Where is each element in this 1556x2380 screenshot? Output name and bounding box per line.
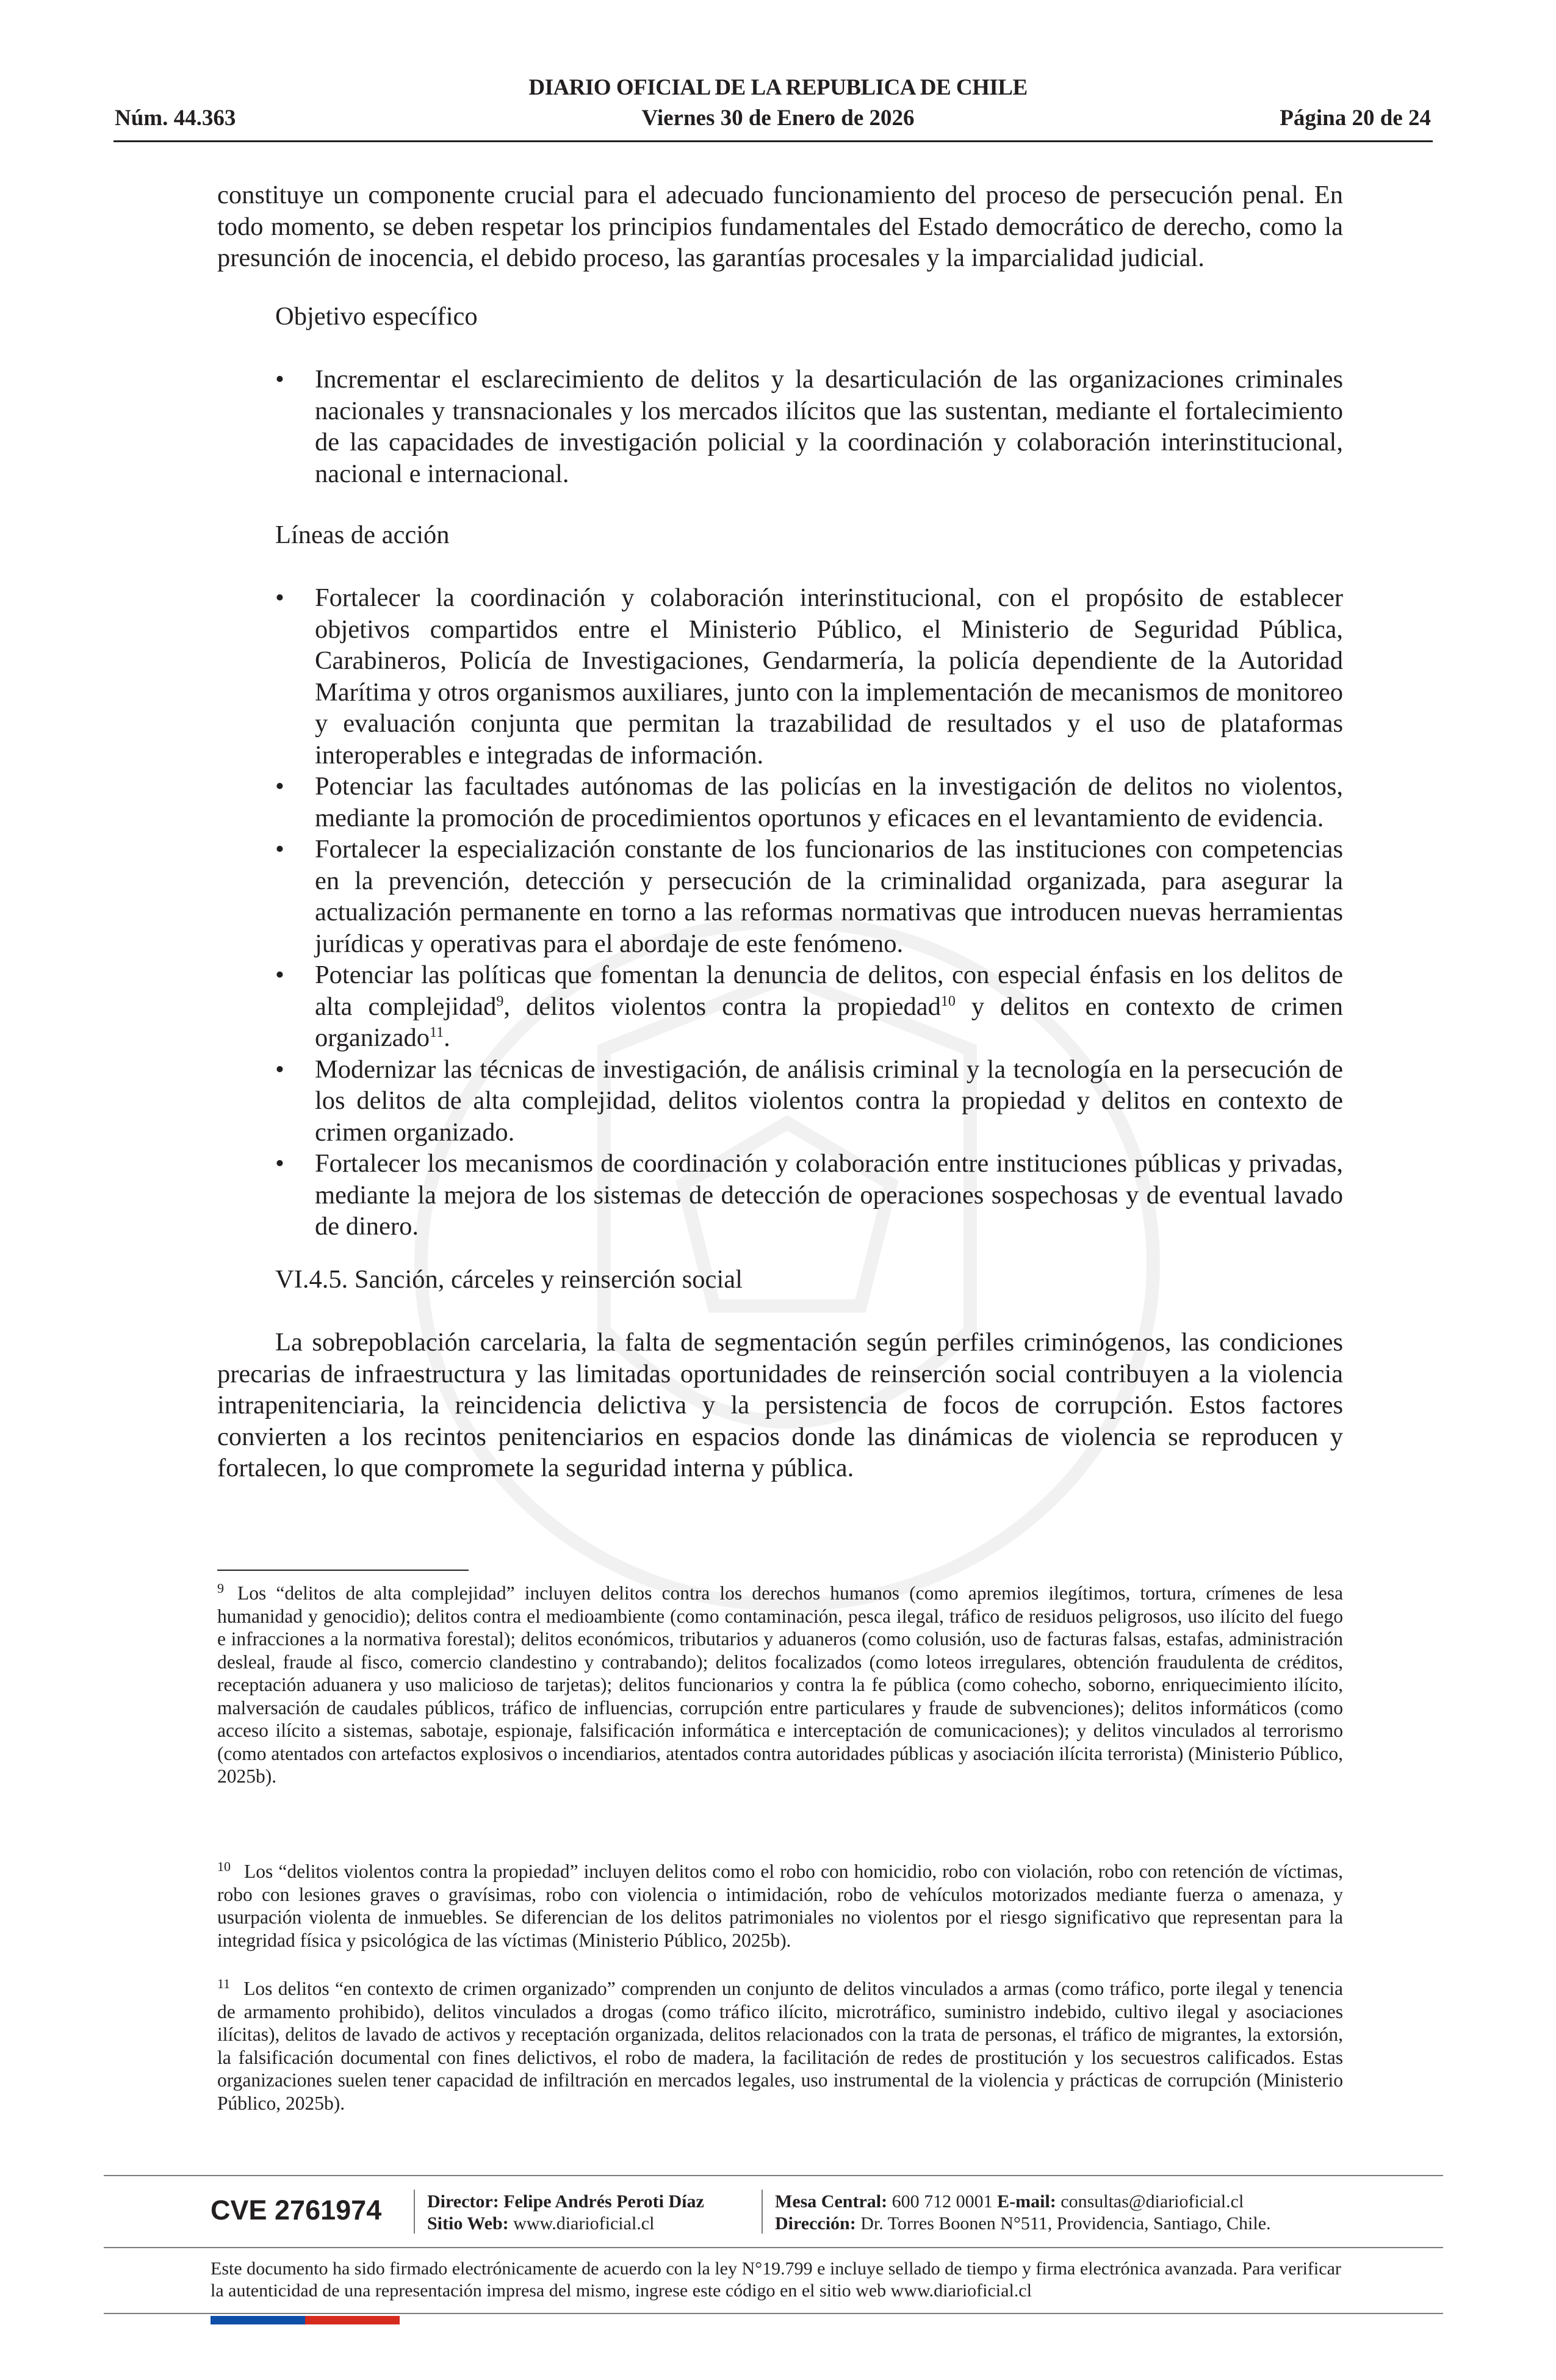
footnote-number: 10 xyxy=(217,1858,231,1874)
objective-heading: Objetivo específico xyxy=(275,302,478,331)
bullet-icon: • xyxy=(275,365,284,394)
cve-code: CVE 2761974 xyxy=(211,2194,382,2226)
list-item: • Fortalecer los mecanismos de coordinación y colaboración entre instituciones públicas y privadas, mediante la mejora de los sistemas de detección de operaciones sospechosas y de eventual lavado de dinero. xyxy=(275,1149,1343,1241)
footer-separator xyxy=(762,2190,763,2234)
bullet-icon: • xyxy=(275,835,284,864)
page-indicator: Página 20 de 24 xyxy=(1280,106,1431,131)
header-divider xyxy=(113,140,1433,142)
bullet-icon: • xyxy=(275,583,284,612)
footer-bottom-divider xyxy=(104,2313,1443,2314)
footnote-divider xyxy=(217,1570,469,1571)
issue-date: Viernes 30 de Enero de 2026 xyxy=(641,106,915,131)
contact-line: Mesa Central: 600 712 0001 E-mail: consultas@diarioficial.cl xyxy=(775,2191,1244,2212)
footnote-9: $^9$ Los “delitos de alta complejidad” incluyen delitos contra los derechos humanos (como apremios ilegítimos, tortura, crímenes de lesa humanidad y genocidio); delitos contra el medioambiente (como contaminación, pesca ilegal, tráfico de residuos peligrosos, uso ilícito del fuego e infracciones a la normativa forestal); delitos económicos, tributarios y aduaneros (como colusión, uso de facturas falsas, estafas, administración desleal, fraude al fisco, comercio clandestino y contrabando); delitos focalizados (como loteos irregulares, obtención fraudulenta de créditos, receptación aduanera y uso malicioso de tarjetas); delitos funcionarios y contra la fe pública (como cohecho, soborno, enriquecimiento ilícito, malversación de caudales públicos, tráfico de influencias, corrupción entre particulares y fraude de subvenciones); delitos informáticos (como acceso ilícito a sistemas, sabotaje, espionaje, falsificación informática e interceptación de comunicaciones); y delitos vinculados al terrorismo (como atentados con artefactos explosivos o incendiarios, atentados contra autoridades públicas y asociación ilícita terrorista) (Ministerio Público, 2025b). xyxy=(217,1580,1343,1787)
footnote-10: $^{10}$ Los “delitos violentos contra la propiedad” incluyen delitos como el robo con homicidio, robo con violación, robo con retención de víctimas, robo con lesiones graves o gravísimas, robo con violencia o intimidación, robo de vehículos motorizados mediante fuerza o amenaza, y usurpación violenta de inmuebles. Se diferencian de los delitos patrimoniales no violentos por el riesgo significativo que representan para la integridad física y psicológica de las víctimas (Ministerio Público, 2025b). xyxy=(217,1858,1343,1951)
bullet-icon: • xyxy=(275,1055,284,1084)
director-line: Director: Felipe Andrés Peroti Díaz xyxy=(427,2191,704,2212)
phone-number: 600 712 0001 xyxy=(891,2191,993,2212)
flag-stripe-blue xyxy=(211,2316,305,2324)
website-link[interactable]: www.diarioficial.cl xyxy=(513,2213,655,2234)
footnote-number: 9 xyxy=(217,1580,224,1596)
email-link[interactable]: consultas@diarioficial.cl xyxy=(1061,2191,1244,2212)
list-item: • Incrementar el esclarecimiento de delitos y la desarticulación de las organizaciones criminales nacionales y transnacionales y los mercados ilícitos que las sustentan, mediante el fortalecimiento de las capacidades de investigación policial y la coordinación y colaboración interinstitucional, nacional e internacional. xyxy=(275,365,1343,488)
footnote-11: $^{11}$ Los delitos “en contexto de crimen organizado” comprenden un conjunto de delitos vinculados a armas (como tráfico, porte ilegal y tenencia de armamento prohibido), delitos vinculados a drogas (como tráfico ilícito, microtráfico, suministro indebido, cultivo ilegal y asociaciones ilícitas), delitos de lavado de activos y receptación organizada, delitos relacionados con la trata de personas, el tráfico de migrantes, la extorsión, la falsificación documental con fines delictivos, el robo de madera, la facilitación de redes de prostitución y los secuestros calificados. Estas organizaciones suelen tener capacidad de infiltración en mercados legales, uso instrumental de la violencia y prácticas de corrupción (Ministerio Público, 2025b). xyxy=(217,1975,1343,2114)
footnote-ref-11[interactable]: 11 xyxy=(430,1024,444,1040)
list-item: • Modernizar las técnicas de investigación, de análisis criminal y la tecnología en la persecución de los delitos de alta complejidad, delitos violentos contra la propiedad y delitos en contexto de crimen organizado. xyxy=(275,1055,1343,1147)
website-line: Sitio Web: www.diarioficial.cl xyxy=(427,2213,655,2234)
address-value: Dr. Torres Boonen N°511, Providencia, Santiago, Chile. xyxy=(860,2213,1271,2234)
flag-stripe-red xyxy=(305,2316,400,2324)
list-item: • Potenciar las facultades autónomas de las policías en la investigación de delitos no violentos, mediante la promoción de procedimientos oportunos y eficaces en el levantamiento de evidencia. xyxy=(275,772,1343,832)
bullet-icon: • xyxy=(275,961,284,989)
footer-separator xyxy=(414,2190,415,2234)
list-item: • Fortalecer la coordinación y colaboración interinstitucional, con el propósito de establecer objetivos compartidos entre el Ministerio Público, el Ministerio de Seguridad Pública, Carabineros, Policía de Investigaciones, Gendarmería, la policía dependiente de la Autoridad Marítima y otros organismos auxiliares, junto con la implementación de mecanismos de monitoreo y evaluación conjunta que permitan la trazabilidad de resultados y el uso de plataformas interoperables e integradas de información. xyxy=(275,583,1343,770)
actions-heading: Líneas de acción xyxy=(275,521,450,549)
footer-mid-divider xyxy=(104,2247,1443,2248)
footer-top-divider xyxy=(104,2175,1443,2176)
bullet-icon: • xyxy=(275,1149,284,1178)
issue-number: Núm. 44.363 xyxy=(115,106,236,131)
objective-list xyxy=(217,364,1343,489)
bullet-icon: • xyxy=(275,772,284,801)
list-item: • Potenciar las políticas que fomentan la denuncia de delitos, con especial énfasis en los delitos de alta complejidad$^9$, delitos violentos contra la propiedad$^{10}$ y delitos en contexto de crimen organizado$^{11}$. xyxy=(275,961,1343,1052)
address-line: Dirección: Dr. Torres Boonen N°511, Providencia, Santiago, Chile. xyxy=(775,2213,1271,2234)
publication-title: DIARIO OFICIAL DE LA REPUBLICA DE CHILE xyxy=(528,75,1028,100)
intro-paragraph: constituye un componente crucial para el adecuado funcionamiento del proceso de persecución penal. En todo momento, se deben respetar los principios fundamentales del Estado democrático de derecho, como la presunción de inocencia, el debido proceso, las garantías procesales y la imparcialidad judicial. xyxy=(217,181,1343,272)
footnote-number: 11 xyxy=(217,1975,231,1991)
section-paragraph: La sobrepoblación carcelaria, la falta de segmentación según perfiles criminógenos, las condiciones precarias de infraestructura y las limitadas oportunidades de reinserción social contribuyen a la violencia intrapenitenciaria, la reincidencia delictiva y la persistencia de focos de corrupción. Estos factores convierten a los recintos penitenciarios en espacios donde las dinámicas de violencia se reproducen y fortalecen, lo que compromete la seguridad interna y pública. xyxy=(217,1328,1343,1482)
actions-list xyxy=(217,582,1343,1242)
footnote-ref-10[interactable]: 10 xyxy=(940,993,956,1009)
list-item: • Fortalecer la especialización constante de los funcionarios de las instituciones con competencias en la prevención, detección y persecución de la criminalidad organizada, para asegurar la actualización permanente en torno a las reformas normativas que introducen nuevas herramientas jurídicas y operativas para el abordaje de este fenómeno. xyxy=(275,835,1343,958)
section-heading: VI.4.5. Sanción, cárceles y reinserción social xyxy=(275,1265,743,1294)
legal-notice: Este documento ha sido firmado electrónicamente de acuerdo con la ley N°19.799 e incluye sellado de tiempo y firma electrónica avanzada. Para verificar la autenticidad de una representación impresa del mismo, ingrese este código en el sitio web www.diarioficial.cl xyxy=(211,2259,1341,2301)
director-name: Felipe Andrés Peroti Díaz xyxy=(503,2191,704,2212)
footnote-ref-9[interactable]: 9 xyxy=(496,993,504,1009)
